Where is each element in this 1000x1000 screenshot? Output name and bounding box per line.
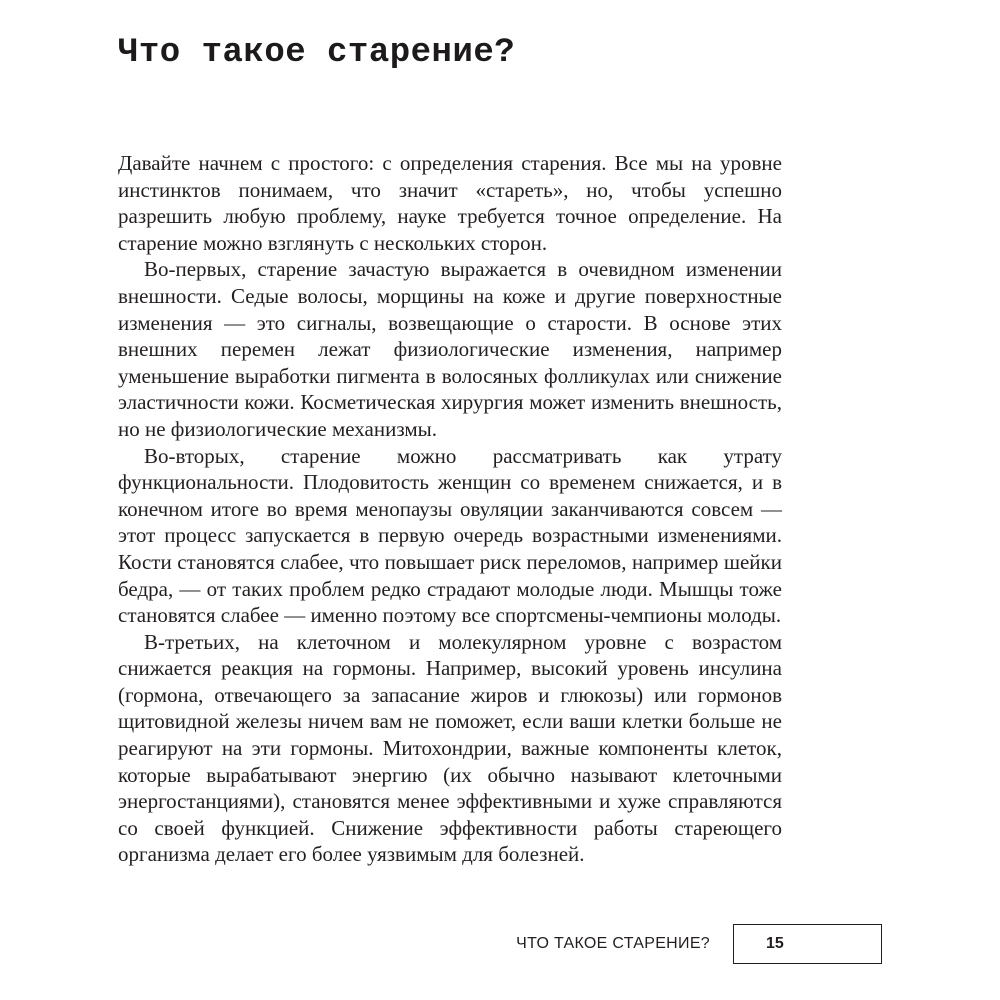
page-title: Что такое старение? [118,34,516,72]
page-number: 15 [766,935,784,952]
footer-running-title: ЧТО ТАКОЕ СТАРЕНИЕ? [516,935,710,952]
page-number-box [733,924,882,964]
paragraph-intro: Давайте начнем с простого: с определения старения. Все мы на уровне инстинктов понимаем, что значит «стареть», но, чтобы успешно разрешить любую проблему, науке требуется точное определение. На старение можно взглянуть с нескольких сторон. [118,151,782,255]
running-footer [516,924,882,964]
body-text [118,150,782,868]
paragraph-appearance: Во-первых, старение зачастую выражается в очевидном изменении внешности. Седые волосы, морщины на коже и другие поверхностные изменения — это сигналы, возвещающие о старости. В основе этих внешних перемен лежат физиологические изменения, например уменьшение выработки пигмента в волосяных фолликулах или снижение эластичности кожи. Косметическая хирургия может изменить внешность, но не физиологические механизмы. [118,257,782,441]
paragraph-cellular: В-третьих, на клеточном и молекулярном уровне с возрастом снижается реакция на гормоны. Например, высокий уровень инсулина (гормона, отвечающего за запасание жиров и глюкозы) или гормонов щитовидной железы ничем вам не поможет, если ваши клетки больше не реагируют на эти гормоны. Митохондрии, важные компоненты клеток, которые вырабатывают энергию (их обычно называют клеточными энергостанциями), становятся менее эффективными и хуже справляются со своей функцией. Снижение эффективности работы стареющего организма делает его более уязвимым для болезней. [118,629,782,867]
paragraph-functionality: Во-вторых, старение можно рассматривать как утрату функциональности. Плодовитость женщин со временем снижается, и в конечном итоге во время менопаузы овуляции заканчиваются совсем — этот процесс запускается в первую очередь возрастными изменениями. Кости становятся слабее, что повышает риск переломов, например шейки бедра, — от таких проблем редко страдают молодые люди. Мышцы тоже становятся слабее — именно поэтому все спортсмены-чемпионы молоды. [118,443,782,628]
